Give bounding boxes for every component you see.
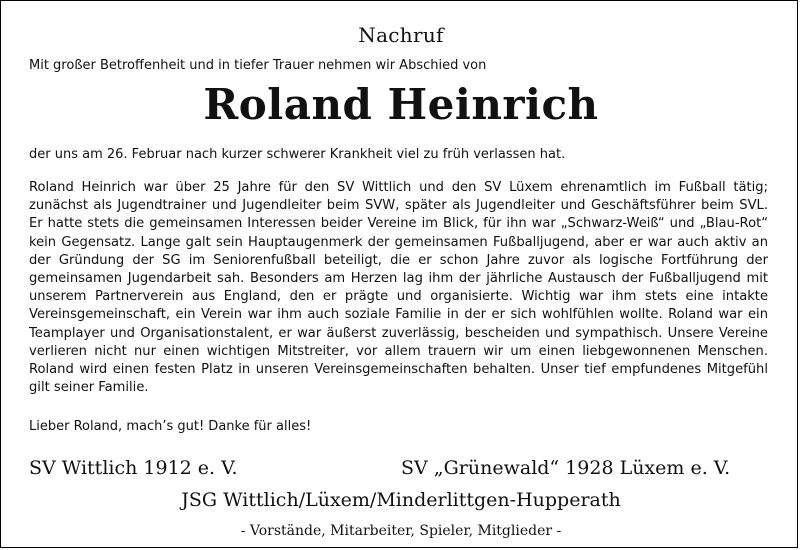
intro-text: Mit großer Betroffenheit und in tiefer Trauer nehmen wir Abschied von bbox=[29, 58, 487, 73]
farewell-text: Lieber Roland, mach’s gut! Danke für alles! bbox=[29, 419, 312, 434]
club-jsg: JSG Wittlich/Lüxem/Minderlittgen-Hupperath bbox=[181, 489, 621, 511]
signatories-line: - Vorstände, Mitarbeiter, Spieler, Mitglieder - bbox=[240, 523, 562, 539]
tribute-text: Roland Heinrich war über 25 Jahre für den SV Wittlich und den SV Lüxem ehrenamtlich im Fußball tätig; zunächst als Jugendtrainer und Jugendleiter beim SVW, später als Jugendleiter und Geschäftsführer beim SVL. Er hatte stets die gemeinsamen Interessen beider Vereine im Blick, für ihn war „Schwarz-Weiß“ und „Blau-Rot“ kein Gegensatz. Lange galt sein Hauptaugenmerk der gemeinsamen Fußballjugend, aber er war auch aktiv an der Gründung der SG im Seniorenfußball beteiligt, die er schon Jahre zuvor als logische Fortführung der gemeinsamen Jugendarbeit sah. Besonders am Herzen lag ihm der jährliche Austausch der Fußballjugend mit unserem Partnerverein aus England, den er prägte und organisierte. Wichtig war ihm stets eine intakte Vereinsgemeinschaft, ein Verein war ihm auch soziale Familie in der er sich wohlfühlen wollte. Roland war ein Teamplayer und Organisationstalent, er war äußerst zuverlässig, bescheiden und sympathisch. Unsere Vereine verlieren nicht nur einen wichtigen Mitstreiter, vor allem trauern wir um einen liebgewonnenen Menschen. Roland wird einen festen Platz in unseren Vereinsgemeinschaften behalten. Unser tief empfundenes Mitgefühl gilt seiner Familie. bbox=[29, 180, 768, 396]
passing-text: der uns am 26. Februar nach kurzer schwerer Krankheit viel zu früh verlassen hat. bbox=[29, 147, 566, 162]
club-sv-luexem: SV „Grünewald“ 1928 Lüxem e. V. bbox=[401, 457, 731, 479]
deceased-name: Roland Heinrich bbox=[203, 80, 599, 129]
notice-heading: Nachruf bbox=[358, 23, 444, 47]
club-sv-wittlich: SV Wittlich 1912 e. V. bbox=[29, 457, 238, 479]
